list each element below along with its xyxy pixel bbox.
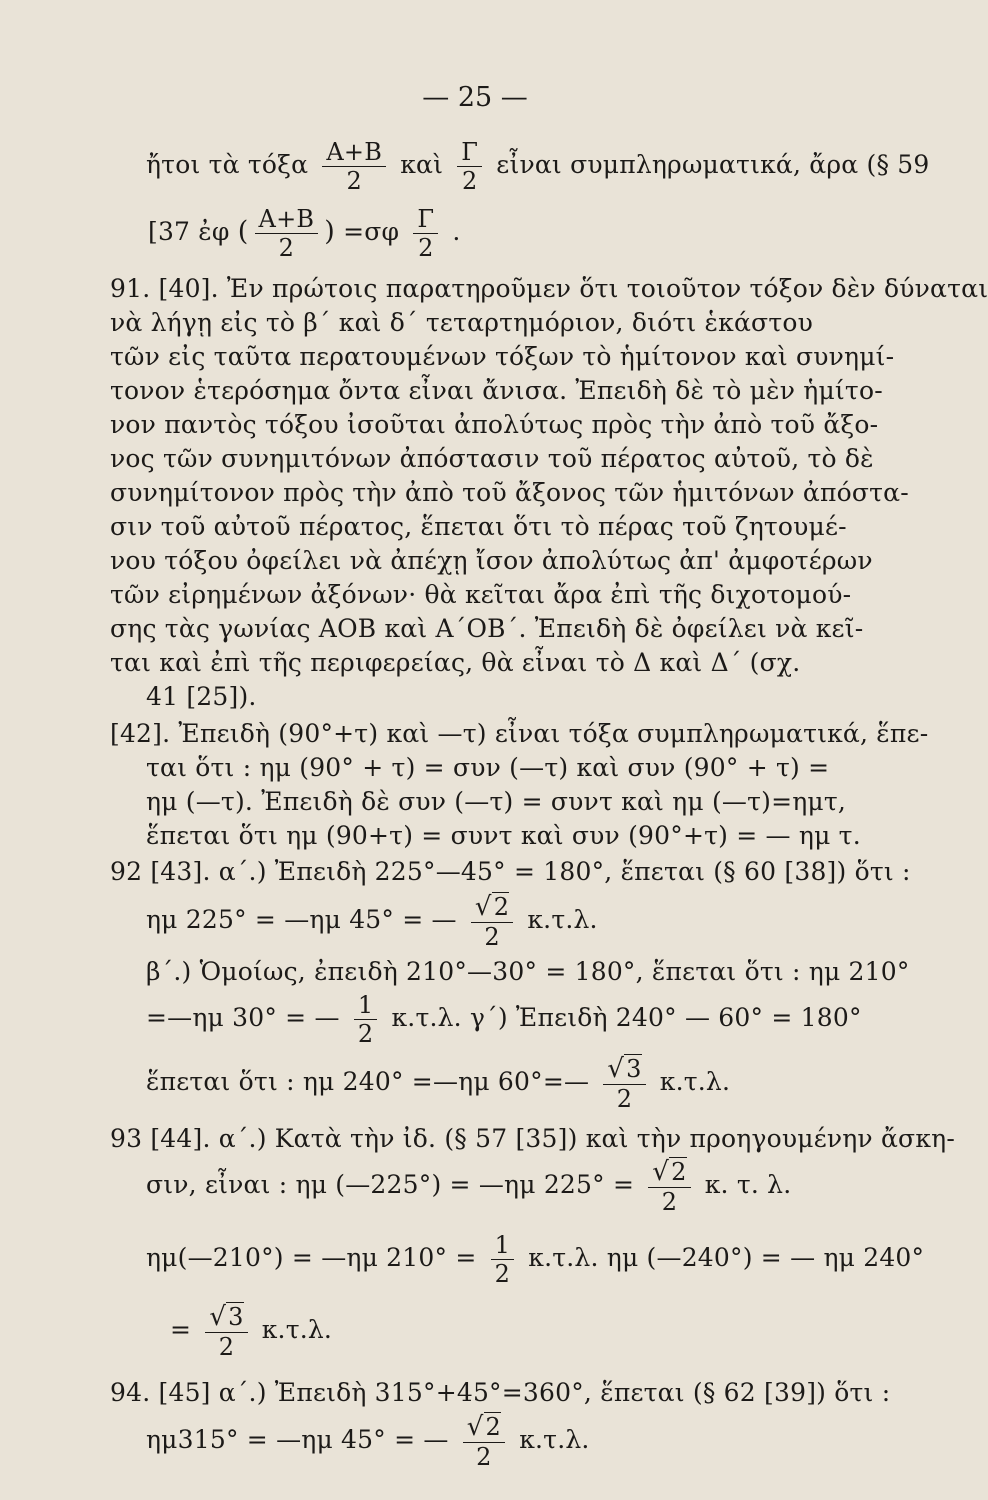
p91-line-4: τονον ἑτερόσημα ὄντα εἶναι ἄνισα. Ἐπειδὴ δὲ τὸ μὲν ἡμίτο- xyxy=(110,376,883,405)
text: κ.τ.λ. xyxy=(527,905,598,934)
p93-line-3 xyxy=(146,1228,925,1290)
p91-line-12: ται καὶ ἐπὶ τῆς περιφερείας, θὰ εἶναι τὸ Δ καὶ Δ΄ (σχ. xyxy=(110,648,801,677)
numerator: Γ xyxy=(457,140,482,167)
p91-line-11: σης τὰς γωνίας ΑΟΒ καὶ Α΄ΟΒ΄. Ἐπειδὴ δὲ ὀφείλει νὰ κεῖ- xyxy=(110,614,864,643)
numerator: A+B xyxy=(255,207,319,234)
denominator: 2 xyxy=(418,234,434,262)
p42-line-1: [42]. Ἐπειδὴ (90°+τ) καὶ —τ) εἶναι τόξα συμπληρωματικά, ἕπε- xyxy=(110,719,929,748)
text: κ.τ.λ. γ΄) Ἐπειδὴ 240° — 60° = 180° xyxy=(391,1003,862,1032)
intro-line-1 xyxy=(146,138,930,195)
p91-line-1: 91. [40]. Ἐν πρώτοις παρατηροῦμεν ὅτι τοιοῦτον τόξον δὲν δύναται xyxy=(110,274,988,303)
p94-line-1: 94. [45] α΄.) Ἐπειδὴ 315°+45°=360°, ἕπεται (§ 62 [39]) ὅτι : xyxy=(110,1378,891,1407)
numerator: 1 xyxy=(354,993,377,1020)
p91-line-5: νον παντὸς τόξου ἰσοῦται ἀπολύτως πρὸς τὴν ἀπὸ τοῦ ἄξο- xyxy=(110,410,879,439)
fraction-sqrt2-over-2 xyxy=(648,1159,690,1214)
denominator: 2 xyxy=(357,1020,374,1048)
text: ἕπεται ὅτι : ημ 240° =—ημ 60°=— xyxy=(146,1067,590,1096)
fraction-sqrt3-over-2 xyxy=(205,1304,247,1359)
p91-line-8: σιν τοῦ αὐτοῦ πέρατος, ἕπεται ὅτι τὸ πέρας τοῦ ζητουμέ- xyxy=(110,512,847,541)
p91-line-7: συνημίτονον πρὸς τὴν ἀπὸ τοῦ ἄξονος τῶν ἡμιτόνων ἀπόστα- xyxy=(110,478,909,507)
p91-line-6: νος τῶν συνημιτόνων ἀπόστασιν τοῦ πέρατος αὐτοῦ, τὸ δὲ xyxy=(110,444,874,473)
sqrt-icon: √ xyxy=(209,1302,227,1332)
p91-line-13: 41 [25]). xyxy=(146,682,257,711)
text: κ.τ.λ. xyxy=(261,1315,333,1344)
p92-line-3: β΄.) Ὁμοίως, ἐπειδὴ 210°—30° = 180°, ἕπεται ὅτι : ημ 210° xyxy=(146,957,910,986)
p93-line-2 xyxy=(146,1155,880,1217)
text: κ.τ.λ. xyxy=(659,1067,731,1096)
numerator xyxy=(603,1056,645,1085)
radicand: 3 xyxy=(626,1055,642,1083)
text: κ.τ.λ. xyxy=(519,1425,590,1454)
denominator: 2 xyxy=(346,167,362,195)
denominator: 2 xyxy=(661,1188,678,1216)
text: =σφ xyxy=(343,217,400,246)
numerator: 1 xyxy=(491,1233,514,1260)
sqrt-icon: √ xyxy=(607,1054,625,1084)
radicand: 3 xyxy=(228,1303,244,1331)
p42-line-4: ἕπεται ὅτι ημ (90+τ) = συντ καὶ συν (90°+τ) = — ημ τ. xyxy=(146,821,861,850)
text: ημ315° = —ημ 45° = — xyxy=(146,1425,449,1454)
denominator: 2 xyxy=(484,923,500,951)
radicand: 2 xyxy=(485,1413,502,1441)
p91-line-9: νου τόξου ὀφείλει νὰ ἀπέχῃ ἴσον ἀπολύτως ἀπ' ἀμφοτέρων xyxy=(110,546,873,575)
fraction-one-half xyxy=(354,993,377,1046)
text: σιν, εἶναι : ημ (—225°) = —ημ 225° = xyxy=(146,1170,635,1199)
sqrt-icon: √ xyxy=(466,1412,484,1442)
denominator: 2 xyxy=(476,1443,492,1471)
radicand: 2 xyxy=(671,1158,687,1186)
denominator: 2 xyxy=(494,1260,511,1288)
fraction-a-plus-b xyxy=(255,207,319,260)
text: [37 ἐφ xyxy=(148,217,230,246)
denominator: 2 xyxy=(278,234,295,262)
text: ἤτοι τὰ τόξα xyxy=(146,150,309,179)
text: =—ημ 30° = — xyxy=(146,1003,340,1032)
p42-line-2: ται ὅτι : ημ (90° + τ) = συν (—τ) καὶ συν (90° + τ) = xyxy=(146,753,830,782)
sqrt-icon: √ xyxy=(652,1157,670,1187)
text: ημ 225° = —ημ 45° = — xyxy=(146,905,457,934)
numerator xyxy=(205,1304,247,1333)
radicand: 2 xyxy=(493,893,510,921)
p92-line-4 xyxy=(146,988,880,1050)
numerator xyxy=(648,1159,690,1188)
numerator: A+B xyxy=(322,140,386,167)
denominator: 2 xyxy=(616,1085,633,1113)
denominator: 2 xyxy=(218,1333,235,1361)
numerator xyxy=(463,1414,505,1443)
p92-line-5 xyxy=(146,1052,880,1114)
fraction-sqrt2-over-2 xyxy=(463,1414,505,1469)
text: = xyxy=(170,1315,192,1344)
denominator: 2 xyxy=(461,167,478,195)
p91-line-10: τῶν εἰρημένων ἀξόνων· θὰ κεῖται ἄρα ἐπὶ τῆς διχοτομού- xyxy=(110,580,852,609)
text: κ. τ. λ. xyxy=(704,1170,792,1199)
text: ημ(—210°) = —ημ 210° = xyxy=(146,1243,477,1272)
fraction-gamma xyxy=(413,207,438,260)
text: . xyxy=(452,217,461,246)
p93-line-4 xyxy=(170,1300,880,1362)
p93-line-1: 93 [44]. α΄.) Κατὰ τὴν ἰδ. (§ 57 [35]) καὶ τὴν προηγουμένην ἄσκη- xyxy=(110,1124,955,1153)
fraction-sqrt3-over-2 xyxy=(603,1056,645,1111)
fraction-sqrt2-over-2 xyxy=(471,894,513,949)
p91-line-2: νὰ λήγῃ εἰς τὸ β΄ καὶ δ΄ τεταρτημόριον, διότι ἑκάστου xyxy=(110,308,813,337)
text: καὶ xyxy=(400,150,444,179)
numerator: Γ xyxy=(413,207,438,234)
p92-line-2 xyxy=(146,890,880,952)
fraction-one-half xyxy=(491,1233,514,1286)
p42-line-3: ημ (—τ). Ἐπειδὴ δὲ συν (—τ) = συντ καὶ ημ (—τ)=ημτ, xyxy=(146,787,847,816)
text: κ.τ.λ. ημ (—240°) = — ημ 240° xyxy=(528,1243,925,1272)
fraction-gamma xyxy=(457,140,482,193)
fraction-a-plus-b xyxy=(322,140,386,193)
text: εἶναι συμπληρωματικά, ἄρα (§ 59 xyxy=(496,150,930,179)
sqrt-icon: √ xyxy=(474,892,492,922)
p92-line-1: 92 [43]. α΄.) Ἐπειδὴ 225°—45° = 180°, ἕπεται (§ 60 [38]) ὅτι : xyxy=(110,857,911,886)
p94-line-2 xyxy=(146,1410,880,1472)
p91-line-3: τῶν εἰς ταῦτα περατουμένων τόξων τὸ ἡμίτονον καὶ συνημί- xyxy=(110,342,895,371)
page-number: — 25 — xyxy=(422,82,528,113)
numerator xyxy=(471,894,513,923)
intro-line-2: [37 ἐφ ( $\frac{A+B}{2}$ ) =σφ $\frac{\Gamma}{2}$ . xyxy=(148,205,461,262)
